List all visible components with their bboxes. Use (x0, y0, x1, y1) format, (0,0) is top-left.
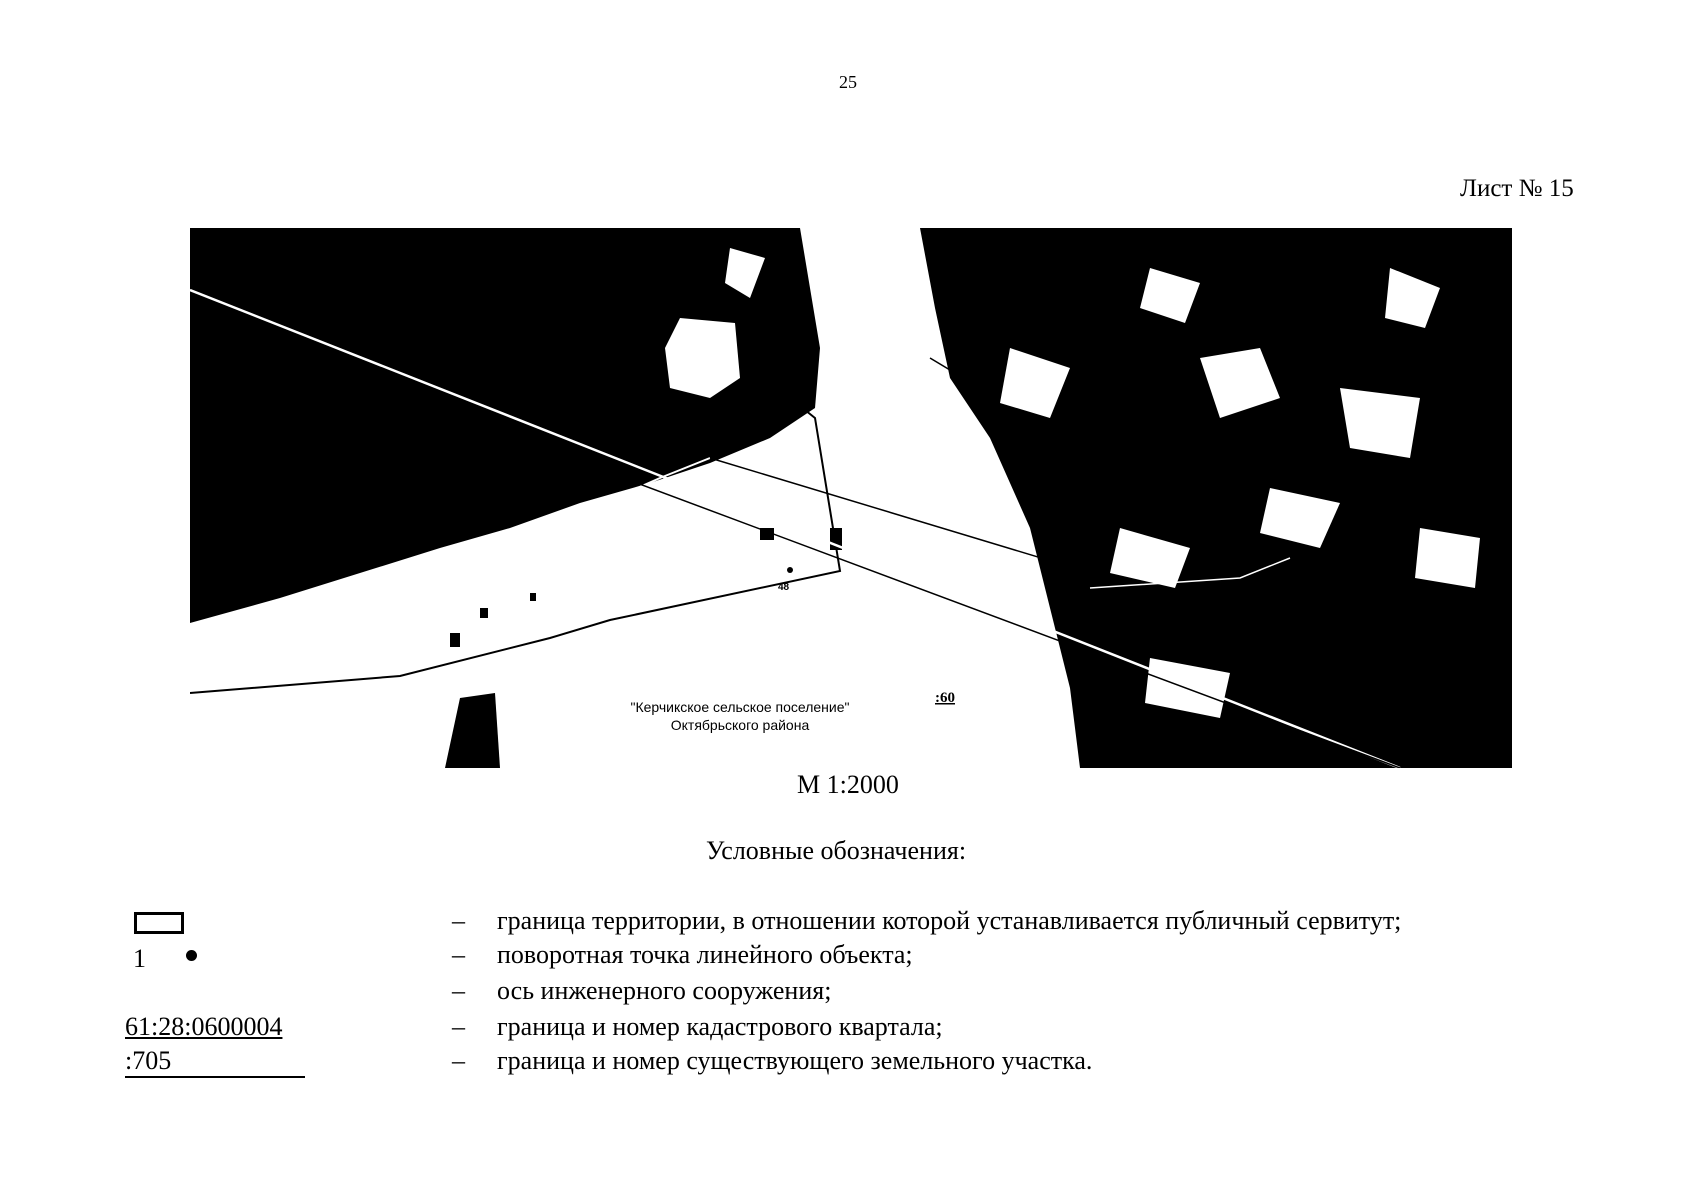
legend-description: граница территории, в отношении которой устанавливается публичный сервитут; (497, 906, 1402, 935)
legend-dash: – (452, 1012, 465, 1041)
legend-description: ось инженерного сооружения; (497, 976, 832, 1005)
parcel-label-20: :20 (1320, 388, 1340, 404)
sheet-label: Лист № 15 (1460, 175, 1574, 202)
settlement-label-line2: Октябрьского района (670, 717, 810, 733)
settlement-label-line1: "Керчикское сельское поселение" (630, 699, 850, 715)
map-image (190, 228, 1512, 768)
legend-item-servitude-boundary (0, 906, 1698, 940)
rectangle-outline-icon (134, 912, 184, 934)
legend-description: граница и номер существующего земельного участка. (497, 1046, 1093, 1075)
legend-item-turning-point (0, 940, 1698, 974)
legend-description: поворотная точка линейного объекта; (497, 940, 913, 969)
point-number: 1 (133, 944, 146, 973)
scale-label: М 1:2000 (797, 770, 899, 799)
point-label: 48 (778, 582, 790, 593)
legend-item-cadastral-block (0, 1012, 1698, 1046)
legend-dash: – (452, 1046, 465, 1075)
legend-dash: – (452, 940, 465, 969)
parcel-number: :705 (125, 1046, 305, 1078)
legend-dash: – (452, 976, 465, 1005)
parcel-label-60: :60 (935, 690, 955, 706)
legend-dash: – (452, 906, 465, 935)
legend-title: Условные обозначения: (706, 836, 967, 865)
turning-point-48 (787, 567, 793, 573)
point-dot-icon (186, 950, 197, 961)
legend-description: граница и номер кадастрового квартала; (497, 1012, 943, 1041)
page-number: 25 (839, 72, 857, 92)
legend-item-parcel (0, 1046, 1698, 1080)
legend-item-axis (0, 976, 1698, 1010)
cadastral-block-number: 61:28:0600004 (125, 1012, 283, 1041)
